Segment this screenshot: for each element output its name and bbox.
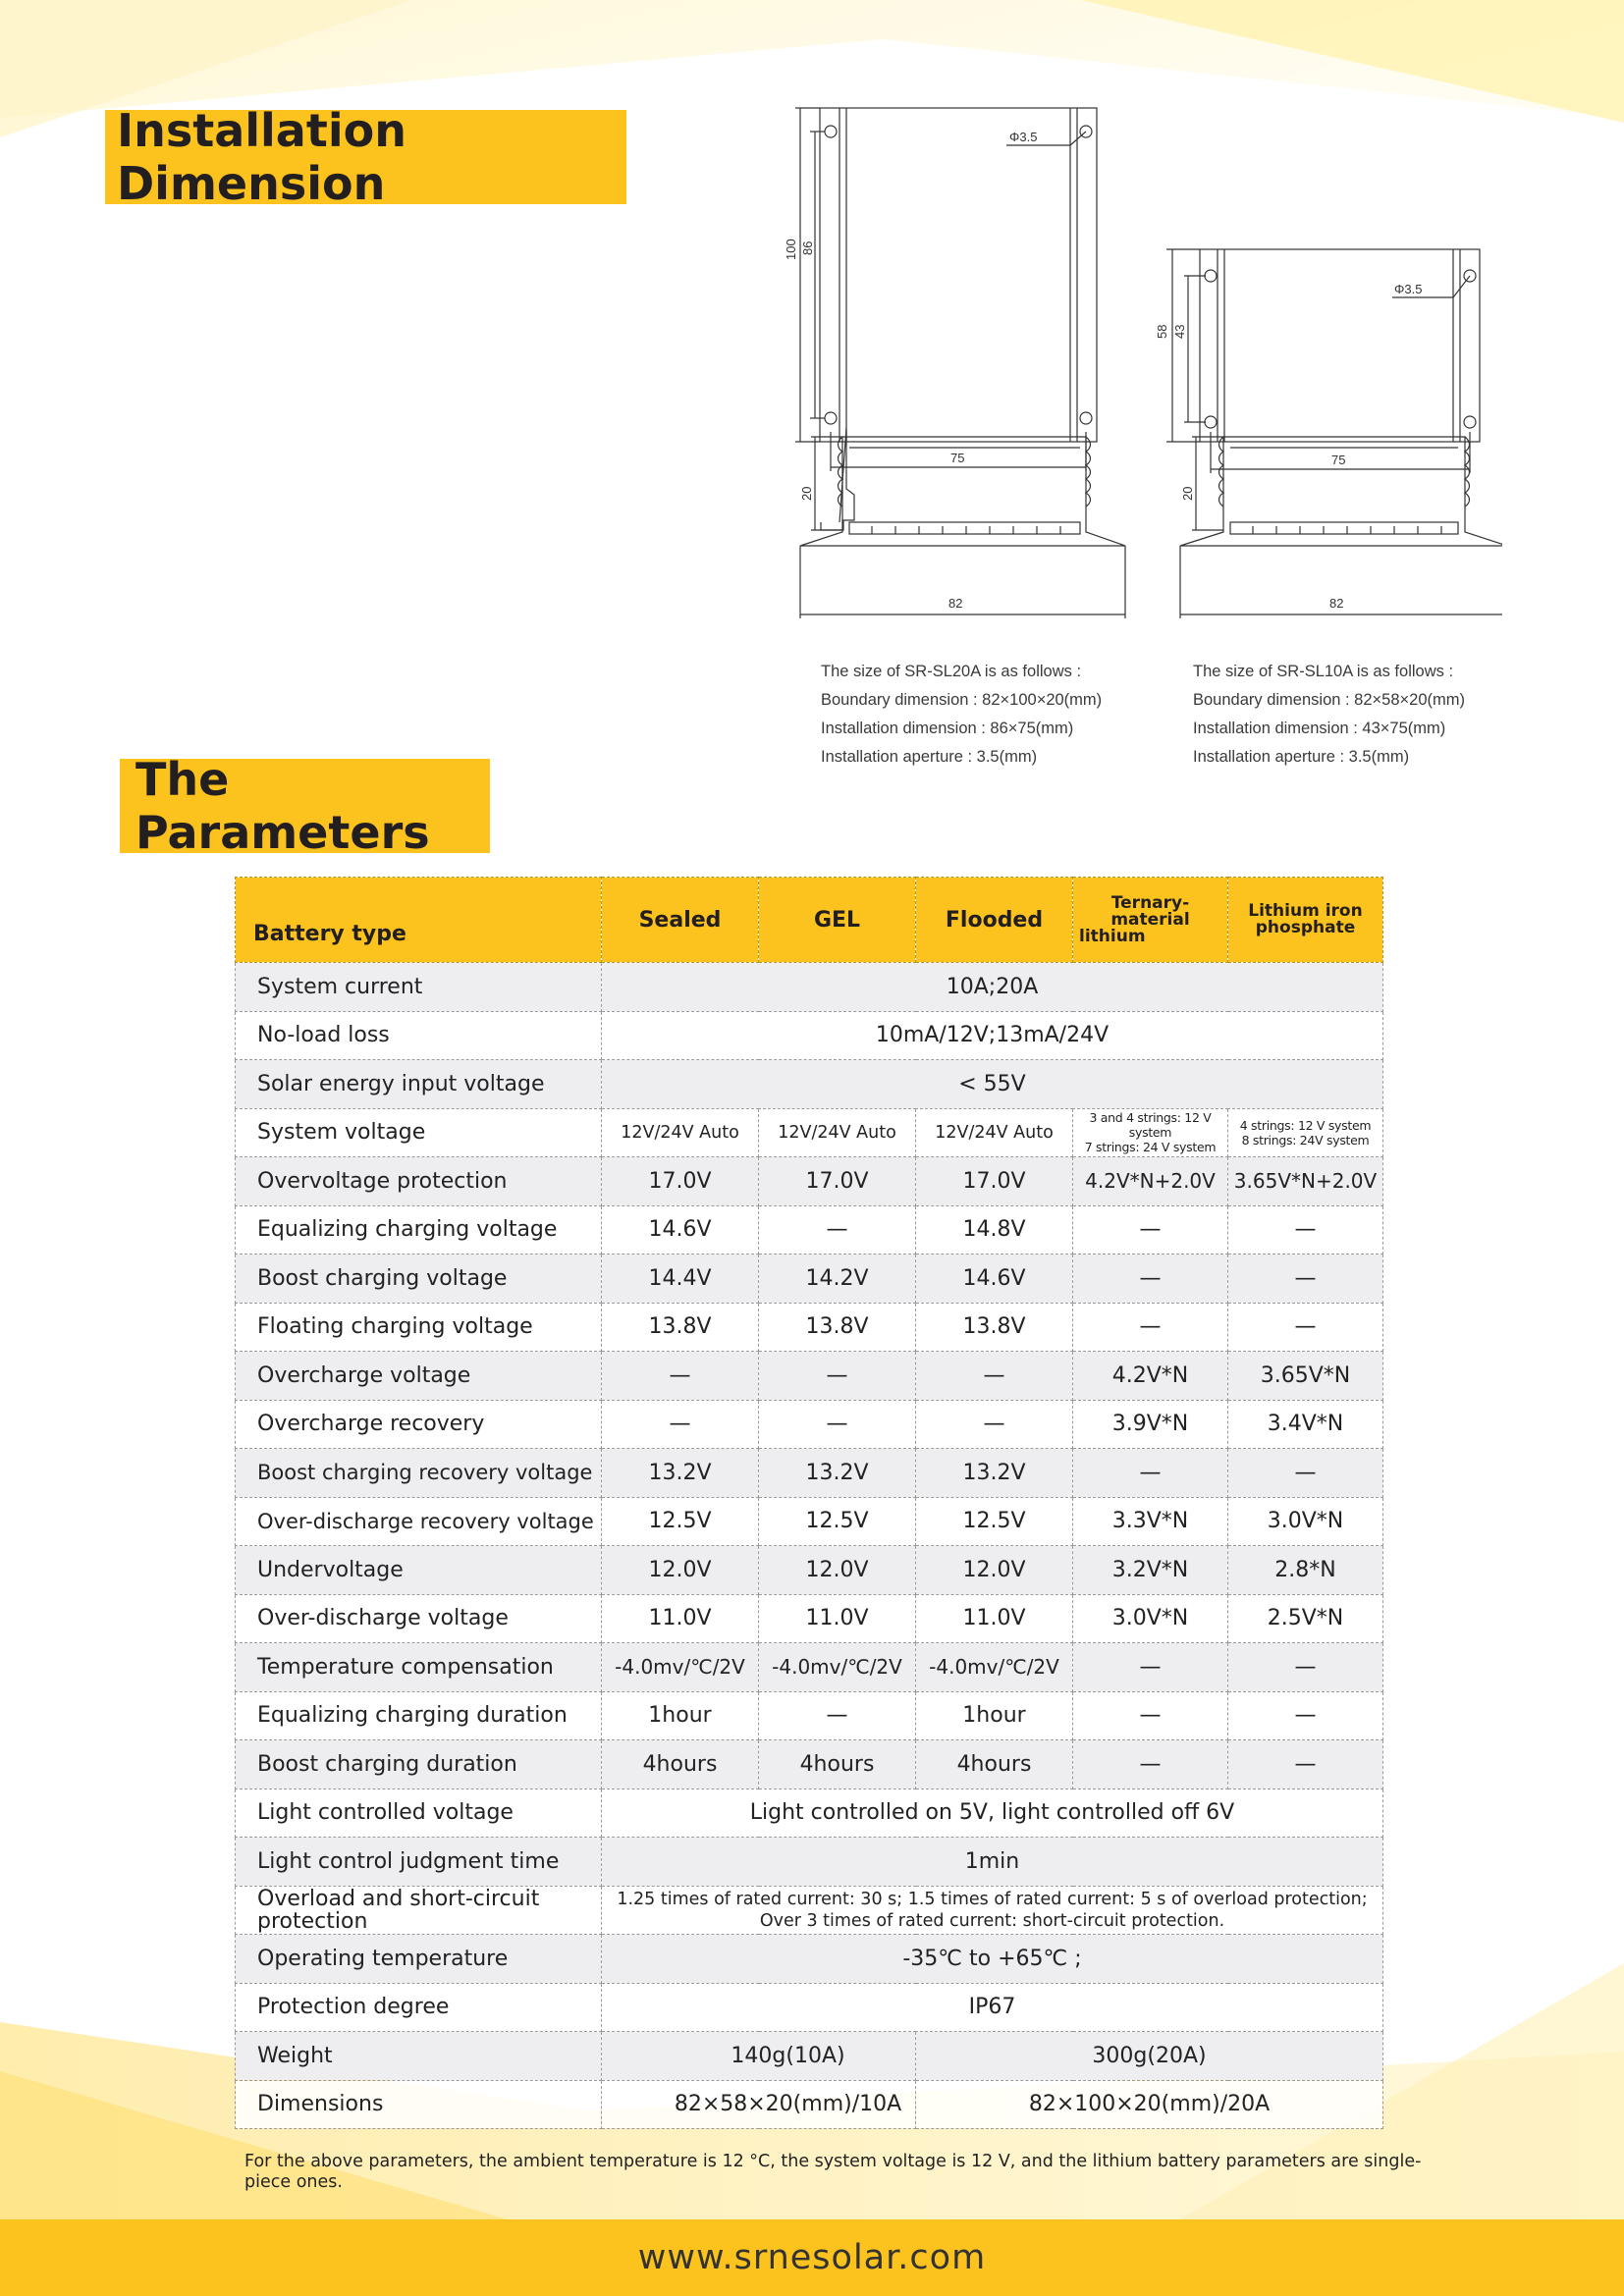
size-info-line: Installation aperture : 3.5(mm) [821,748,1038,766]
sl10-thickness-label: 20 [1180,486,1195,501]
cell-ternary: — [1073,1205,1228,1255]
table-row [236,1691,1383,1740]
cell-ternary [1073,1108,1228,1157]
header-line: Lithium iron [1248,901,1363,921]
cell-sealed: 17.0V [602,1157,759,1206]
cell-lfp: — [1228,1205,1383,1255]
cell-lfp [1228,1108,1383,1157]
cell-lfp: 3.4V*N [1228,1400,1383,1449]
row-value: -35℃ to +65℃ ; [602,1935,1383,1984]
table-row [236,2080,1383,2129]
parameters-table [235,877,1383,2129]
row-value: 10mA/12V;13mA/24V [602,1011,1383,1060]
sl20-hole-label: Φ3.5 [1009,130,1038,144]
table-row [236,1789,1383,1838]
cell-flooded: 1hour [916,1691,1073,1740]
row-value [602,1886,1383,1935]
installation-dimension-title: Installation Dimension [105,110,626,204]
cell-flooded: — [916,1352,1073,1401]
row-value: IP67 [602,1983,1383,2032]
table-row [236,1497,1383,1546]
cell-lfp: — [1228,1740,1383,1789]
cell-lfp: — [1228,1449,1383,1498]
table-row [236,2032,1383,2081]
cell-ternary: — [1073,1255,1228,1304]
cell-gel: -4.0mv/℃/2V [759,1643,916,1692]
cell-ternary: — [1073,1449,1228,1498]
cell-lfp: 3.65V*N+2.0V [1228,1157,1383,1206]
sl10a-front-view [1166,249,1480,473]
header-flooded: Flooded [916,878,1073,963]
row-value: < 55V [602,1060,1383,1109]
cell-gel: 4hours [759,1740,916,1789]
cell-gel: — [759,1205,916,1255]
sl20a-front-view [795,108,1097,471]
cell-sealed: 14.4V [602,1255,759,1304]
row-label: Boost charging voltage [236,1255,602,1304]
table-row [236,1643,1383,1692]
cell-sealed: 12.5V [602,1497,759,1546]
header-line: Ternary-material [1110,892,1190,930]
row-label: Equalizing charging duration [236,1691,602,1740]
cell-gel: — [759,1352,916,1401]
row-label: System current [236,963,602,1012]
table-row [236,1205,1383,1255]
cell-sealed: 14.6V [602,1205,759,1255]
cell-sealed: 13.8V [602,1303,759,1352]
cell-sealed: — [602,1400,759,1449]
cell-ternary: 4.2V*N+2.0V [1073,1157,1228,1206]
cell-lfp: — [1228,1303,1383,1352]
row-value: Light controlled on 5V, light controlled off 6V [602,1789,1383,1838]
cell-flooded: 14.6V [916,1255,1073,1304]
sl10a-size-info [1193,658,1465,772]
table-row [236,1935,1383,1984]
footer-bar [0,2219,1624,2296]
sl10-height-inner-label: 43 [1172,324,1187,339]
row-label: Weight [236,2032,602,2081]
cell-sealed: 1hour [602,1691,759,1740]
table-row [236,1740,1383,1789]
header-line: phosphate [1255,918,1356,937]
cell-flooded: 12.5V [916,1497,1073,1546]
cell-gel: 11.0V [759,1594,916,1643]
cell-sealed: -4.0mv/℃/2V [602,1643,759,1692]
cell-sealed: — [602,1352,759,1401]
table-row [236,1838,1383,1887]
cell-sealed: 12V/24V Auto [602,1108,759,1157]
sl20-width-outer-label: 82 [948,596,963,611]
cell-gel: 13.8V [759,1303,916,1352]
cell-line: 7 strings: 24 V system [1084,1140,1217,1155]
table-row [236,1983,1383,2032]
weight-20a: 300g(20A) [916,2032,1383,2081]
cell-gel: — [759,1400,916,1449]
sl10-hole-label: Φ3.5 [1394,282,1423,296]
table-row [236,1303,1383,1352]
cell-flooded: 12V/24V Auto [916,1108,1073,1157]
cell-ternary: — [1073,1740,1228,1789]
cell-ternary: — [1073,1303,1228,1352]
row-label: System voltage [236,1108,602,1157]
size-info-line: Boundary dimension : 82×58×20(mm) [1193,691,1465,709]
value-line: Over 3 times of rated current: short-circuit protection. [759,1910,1225,1931]
cell-line: 3 and 4 strings: 12 V system [1089,1110,1212,1141]
row-label: Light control judgment time [236,1838,602,1887]
size-info-line: Boundary dimension : 82×100×20(mm) [821,691,1103,709]
header-battery-type: Battery type [236,878,602,963]
cell-gel: 13.2V [759,1449,916,1498]
weight-10a: 140g(10A) [602,2032,916,2081]
cell-gel: 12V/24V Auto [759,1108,916,1157]
cell-sealed: 11.0V [602,1594,759,1643]
sl10-height-outer-label: 58 [1155,324,1169,339]
cell-gel: 12.5V [759,1497,916,1546]
row-label: Overcharge voltage [236,1352,602,1401]
cell-flooded: — [916,1400,1073,1449]
table-row [236,1060,1383,1109]
size-info-line: The size of SR-SL10A is as follows : [1193,663,1454,680]
size-info-line: Installation aperture : 3.5(mm) [1193,748,1410,766]
cell-sealed: 12.0V [602,1546,759,1595]
row-label: Solar energy input voltage [236,1060,602,1109]
row-value: 10A;20A [602,963,1383,1012]
installation-drawing [756,98,1502,628]
cell-flooded: 12.0V [916,1546,1073,1595]
cell-gel: 12.0V [759,1546,916,1595]
table-row [236,1157,1383,1206]
row-label: Protection degree [236,1983,602,2032]
table-row [236,1449,1383,1498]
row-label: Overcharge recovery [236,1400,602,1449]
cell-flooded: 4hours [916,1740,1073,1789]
header-lithium-iron-phosphate [1228,878,1383,963]
cell-flooded: -4.0mv/℃/2V [916,1643,1073,1692]
cell-lfp: 3.0V*N [1228,1497,1383,1546]
table-header-row [236,878,1383,963]
cell-gel: 17.0V [759,1157,916,1206]
cell-ternary: — [1073,1691,1228,1740]
sl20-thickness-label: 20 [799,486,814,501]
dimensions-20a: 82×100×20(mm)/20A [916,2080,1383,2129]
cell-flooded: 13.2V [916,1449,1073,1498]
cell-lfp: — [1228,1691,1383,1740]
footnote: For the above parameters, the ambient temperature is 12 °C, the system voltage is 12 V, and the lithium battery parameters are single-piece ones. [244,2152,1422,2192]
table-row [236,1352,1383,1401]
cell-gel: 14.2V [759,1255,916,1304]
size-info-line: Installation dimension : 43×75(mm) [1193,720,1446,737]
header-sealed: Sealed [602,878,759,963]
dimensions-10a: 82×58×20(mm)/10A [602,2080,916,2129]
table-row [236,1108,1383,1157]
row-label: Temperature compensation [236,1643,602,1692]
sl10-width-outer-label: 82 [1329,596,1344,611]
footer-url-link[interactable]: www.srnesolar.com [637,2238,987,2277]
sl10-width-inner-label: 75 [1331,453,1346,467]
cell-ternary: 4.2V*N [1073,1352,1228,1401]
row-label: Operating temperature [236,1935,602,1984]
cell-ternary: 3.9V*N [1073,1400,1228,1449]
header-gel: GEL [759,878,916,963]
cell-flooded: 17.0V [916,1157,1073,1206]
table-row [236,1886,1383,1935]
cell-ternary: 3.3V*N [1073,1497,1228,1546]
row-label: Over-discharge voltage [236,1594,602,1643]
cell-lfp: — [1228,1255,1383,1304]
row-label: Boost charging recovery voltage [236,1449,602,1498]
sl20-height-outer-label: 100 [784,239,798,260]
size-info-line: The size of SR-SL20A is as follows : [821,663,1082,680]
header-ternary-lithium [1073,878,1228,963]
cell-line: 8 strings: 24V system [1241,1132,1370,1148]
row-label: Boost charging duration [236,1740,602,1789]
table-row [236,1011,1383,1060]
cell-lfp: — [1228,1643,1383,1692]
cell-flooded: 14.8V [916,1205,1073,1255]
parameters-title: The Parameters [120,759,490,853]
sl20-height-inner-label: 86 [800,240,815,255]
row-label: Equalizing charging voltage [236,1205,602,1255]
table-row [236,963,1383,1012]
cell-ternary: 3.2V*N [1073,1546,1228,1595]
cell-line: 4 strings: 12 V system [1239,1117,1372,1133]
cell-lfp: 2.5V*N [1228,1594,1383,1643]
row-label: Overvoltage protection [236,1157,602,1206]
cell-flooded: 13.8V [916,1303,1073,1352]
row-label: Floating charging voltage [236,1303,602,1352]
cell-sealed: 13.2V [602,1449,759,1498]
value-line: 1.25 times of rated current: 30 s; 1.5 times of rated current: 5 s of overload protection; [617,1889,1368,1909]
size-info-line: Installation dimension : 86×75(mm) [821,720,1074,737]
sl20a-size-info [821,658,1102,772]
sl20-width-inner-label: 75 [950,451,965,465]
cell-ternary: 3.0V*N [1073,1594,1228,1643]
row-label [236,1886,602,1935]
cell-gel: — [759,1691,916,1740]
cell-lfp: 2.8*N [1228,1546,1383,1595]
table-row [236,1546,1383,1595]
cell-ternary: — [1073,1643,1228,1692]
row-label: No-load loss [236,1011,602,1060]
row-label: Undervoltage [236,1546,602,1595]
label-line: Overload and short-circuit [257,1886,540,1911]
header-line: lithium [1079,926,1146,946]
row-label: Light controlled voltage [236,1789,602,1838]
row-label: Dimensions [236,2080,602,2129]
cell-sealed: 4hours [602,1740,759,1789]
table-row [236,1255,1383,1304]
row-label: Over-discharge recovery voltage [236,1497,602,1546]
label-line: protection [257,1908,368,1934]
cell-flooded: 11.0V [916,1594,1073,1643]
table-row [236,1594,1383,1643]
cell-lfp: 3.65V*N [1228,1352,1383,1401]
row-value: 1min [602,1838,1383,1887]
table-row [236,1400,1383,1449]
